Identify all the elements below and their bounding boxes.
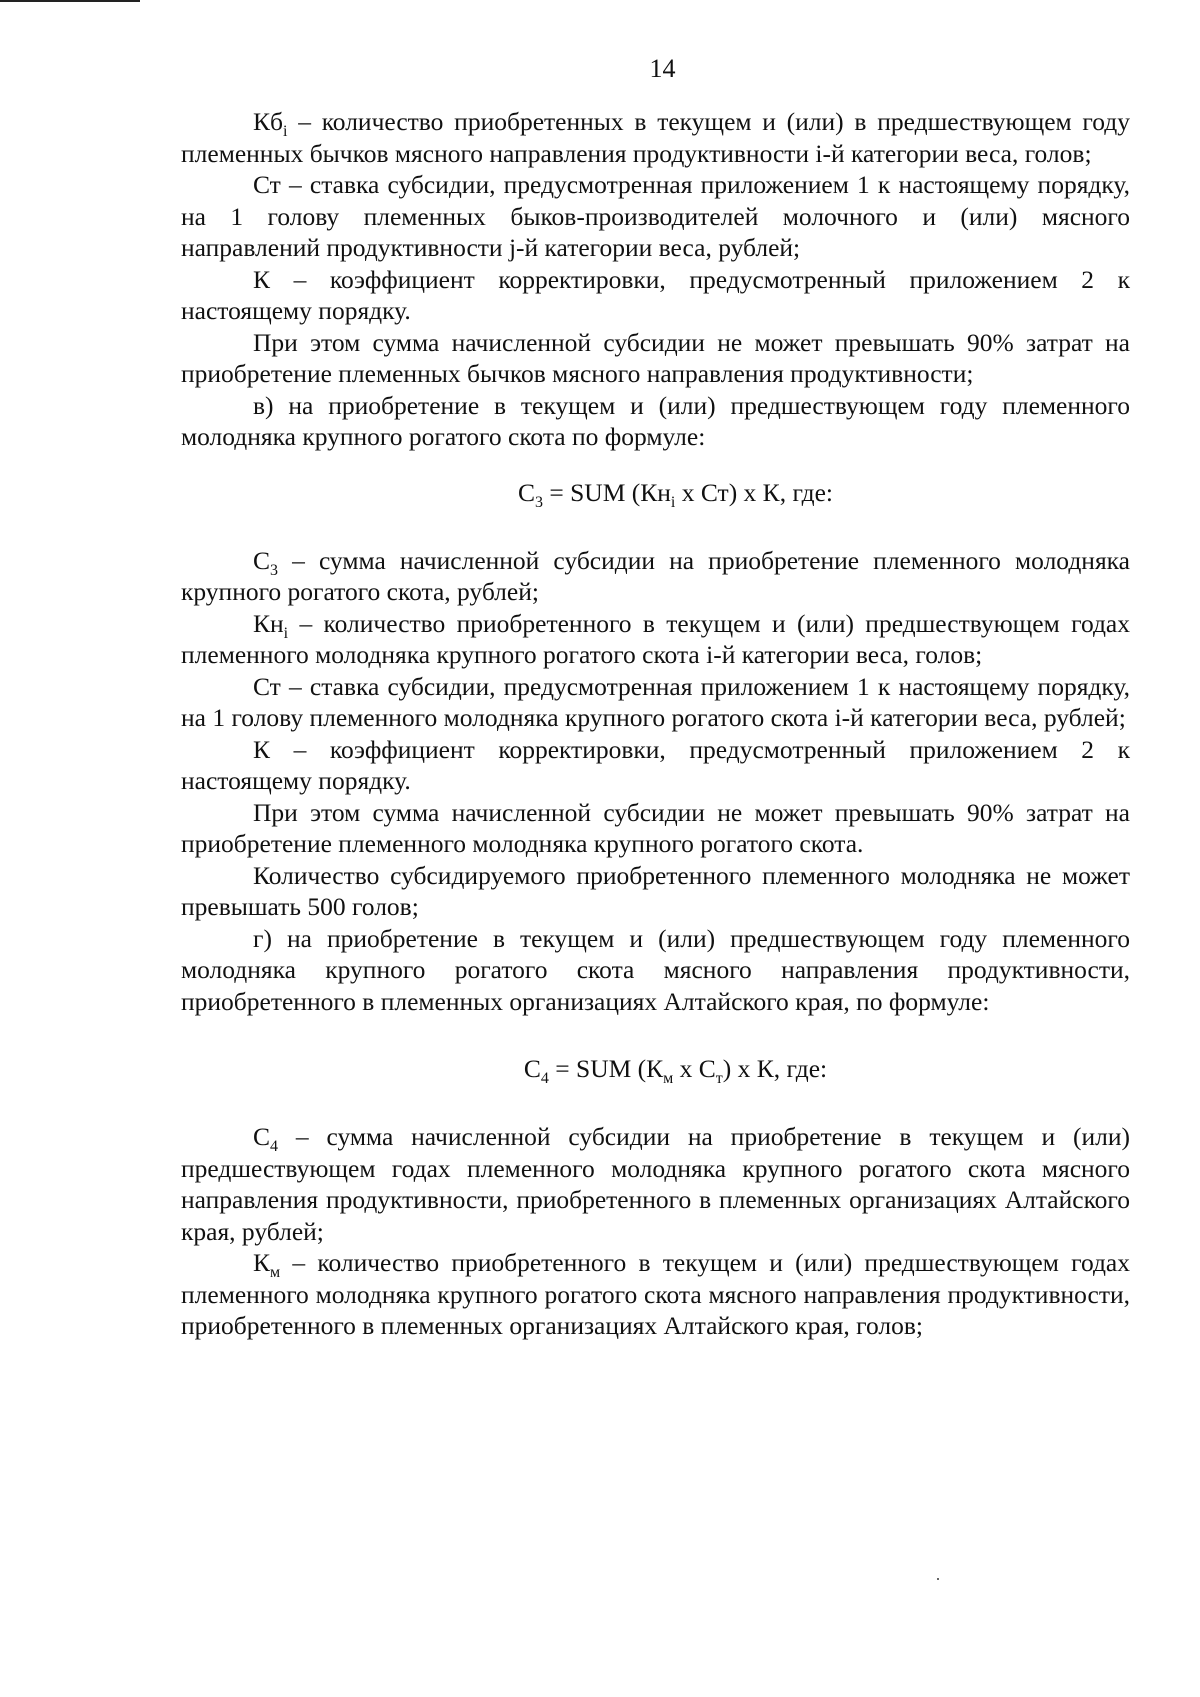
paragraph-text: – сумма начисленной субсидии на приобретение племенного молодняка крупного рогатого скота, рублей;	[181, 545, 1130, 606]
variable-term: С	[253, 1122, 271, 1151]
top-edge-rule	[0, 0, 140, 2]
variable-subscript: 3	[270, 561, 279, 579]
variable-term: К	[253, 1248, 271, 1277]
formula-text: ) x К, где:	[722, 1054, 828, 1083]
document-body	[181, 106, 1130, 1342]
paragraph-p8	[181, 671, 1130, 734]
variable-term: Кн	[253, 608, 284, 638]
scan-speck	[937, 1578, 939, 1580]
paragraph-p11	[181, 860, 1130, 923]
formula-subscript: 3	[534, 493, 543, 511]
variable-subscript: i	[282, 123, 288, 141]
variable-subscript: м	[270, 1264, 281, 1282]
paragraph-text: К – коэффициент корректировки, предусмотренный приложением 2 к настоящему порядку.	[181, 264, 1130, 325]
paragraph-p6	[181, 545, 1130, 608]
paragraph-p9	[181, 734, 1130, 797]
paragraph-p7	[181, 608, 1130, 671]
paragraph-text: в) на приобретение в текущем и (или) предшествующем году племенного молодняка крупного рогатого скота по формуле:	[181, 390, 1130, 451]
paragraph-text: Ст – ставка субсидии, предусмотренная приложением 1 к настоящему порядку, на 1 голову племенного молодняка крупного рогатого скота i-й категории веса, рублей;	[181, 671, 1130, 732]
document-page	[181, 52, 1130, 1342]
variable-term: С	[253, 545, 271, 575]
paragraph-p14	[181, 1247, 1130, 1342]
formula-f2	[181, 1053, 1130, 1088]
paragraph-p2	[181, 169, 1130, 264]
paragraph-p13	[181, 1121, 1130, 1247]
formula-text: x Ст) x К, где:	[675, 477, 834, 507]
formula-subscript: т	[715, 1070, 723, 1088]
formula-text: C	[517, 477, 535, 507]
paragraph-p1	[181, 106, 1130, 169]
paragraph-p4	[181, 327, 1130, 390]
paragraph-p10	[181, 797, 1130, 860]
formula-text: = SUM (К	[548, 1054, 664, 1083]
paragraph-text: – количество приобретенного в текущем и (или) предшествующем годах племенного молодняка крупного рогатого скота i-й категории веса, голов;	[181, 608, 1130, 669]
paragraph-p5	[181, 390, 1130, 453]
formula-subscript: 4	[540, 1070, 549, 1088]
page-number: 14	[649, 54, 676, 83]
formula-subscript: м	[663, 1070, 674, 1088]
variable-term: Кб	[253, 107, 283, 136]
paragraph-p3	[181, 264, 1130, 327]
paragraph-text: Ст – ставка субсидии, предусмотренная приложением 1 к настоящему порядку, на 1 голову племенных быков-производителей молочного и (или) мясного направлений продуктивности j-й категории веса, рублей;	[181, 170, 1130, 262]
paragraph-text: – сумма начисленной субсидии на приобретение в текущем и (или) предшествующем годах племенного молодняка крупного рогатого скота мясного направления продуктивности, приобретенного в племенных организациях Алтайского края, рублей;	[181, 1122, 1130, 1246]
paragraph-text: – количество приобретенных в текущем и (или) в предшествующем году племенных бычков мясного направления продуктивности i-й категории веса, голов;	[181, 107, 1130, 168]
paragraph-text: К – коэффициент корректировки, предусмотренный приложением 2 к настоящему порядку.	[181, 734, 1130, 795]
paragraph-p12	[181, 923, 1130, 1018]
variable-subscript: 4	[270, 1138, 279, 1156]
formula-text: = SUM (Кн	[542, 477, 671, 507]
formula-text: x С	[673, 1054, 716, 1083]
paragraph-text: – количество приобретенного в текущем и (или) предшествующем годах племенного молодняка крупного рогатого скота мясного направления продуктивности, приобретенного в племенных организациях Алтайского края, голов;	[181, 1248, 1130, 1340]
formula-subscript: i	[670, 493, 676, 511]
paragraph-text: При этом сумма начисленной субсидии не может превышать 90% затрат на приобретение племенного молодняка крупного рогатого скота.	[181, 797, 1130, 858]
formula-text: C	[523, 1054, 541, 1083]
variable-subscript: i	[283, 624, 289, 642]
paragraph-text: Количество субсидируемого приобретенного племенного молодняка не может превышать 500 голов;	[181, 860, 1130, 921]
formula-f1	[181, 477, 1130, 509]
paragraph-text: г) на приобретение в текущем и (или) предшествующем году племенного молодняка крупного рогатого скота мясного направления продуктивности, приобретенного в племенных организациях Алтайского края, по формуле:	[181, 923, 1130, 1016]
paragraph-text: При этом сумма начисленной субсидии не может превышать 90% затрат на приобретение племенных бычков мясного направления продуктивности;	[181, 327, 1130, 388]
